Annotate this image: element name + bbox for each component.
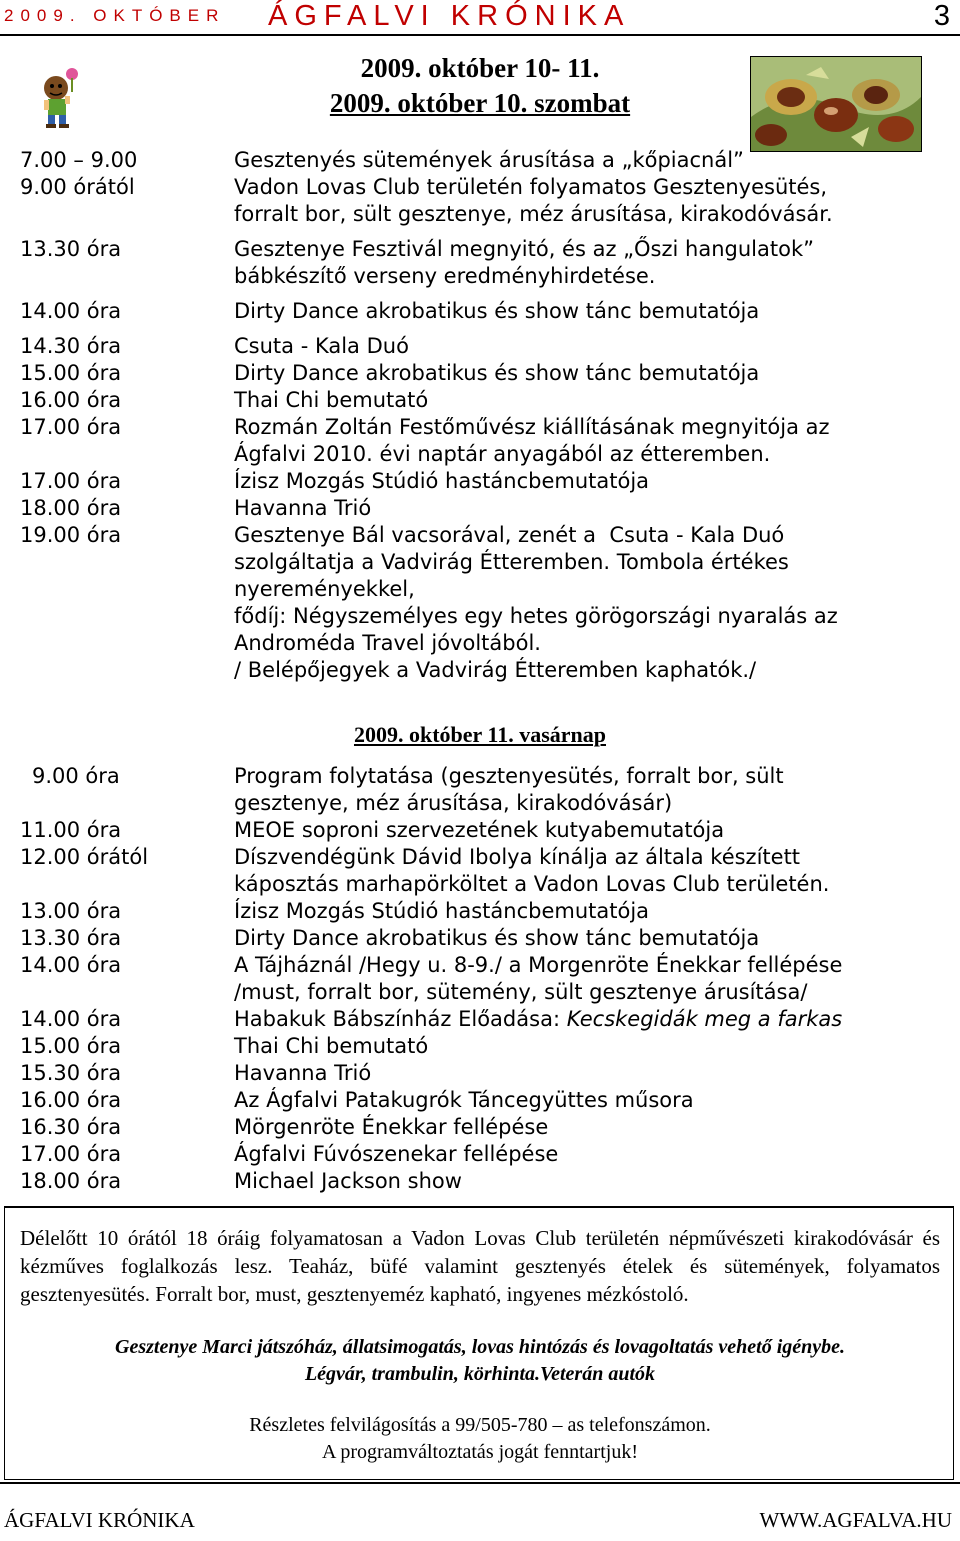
program-time: 17.00 óra — [20, 415, 122, 439]
program-desc: A Tájháznál /Hegy u. 8-9./ a Morgenröte Énekkar fellépése /must, forralt bor, sütemény, sült gesztenye árusítása/ — [234, 953, 843, 1004]
program-desc: Mörgenröte Énekkar fellépése — [234, 1115, 549, 1139]
program-desc: Gesztenyés sütemények árusítása a „kőpiacnál” — [234, 148, 744, 172]
program-time: 15.00 óra — [20, 1034, 122, 1058]
list-item — [0, 522, 960, 684]
contact-info: Részletes felvilágosítás a 99/505-780 – as telefonszámon. — [249, 1414, 711, 1436]
footer-highlight-1: Gesztenye Marci játszóház, állatsimogatás, lovas hintózás és lovagoltatás vehető igénybe. — [115, 1336, 845, 1358]
list-item — [0, 1006, 960, 1033]
list-item — [0, 495, 960, 522]
program-desc: Thai Chi bemutató — [234, 1034, 429, 1058]
list-item — [0, 298, 960, 325]
footer-highlight-2: Légvár, trambulin, körhinta.Veterán autók — [304, 1363, 656, 1385]
program-desc: Gesztenye Fesztivál megnyitó, és az „Őszi hangulatok” bábkészítő verseny eredményhirdetése. — [234, 237, 814, 288]
program-desc-text: Habakuk Bábszínház Előadása: — [234, 1007, 567, 1031]
program-time: 17.00 óra — [20, 1142, 122, 1166]
program-time: 17.00 óra — [20, 469, 122, 493]
program-time: 11.00 óra — [20, 818, 122, 842]
program-desc: Csuta - Kala Duó — [234, 334, 409, 358]
list-item — [0, 898, 960, 925]
program-desc: Program folytatása (gesztenyesütés, forralt bor, sült gesztenye, méz árusítása, kirakodóvásár) — [234, 764, 784, 815]
program-time: 16.00 óra — [20, 1088, 122, 1112]
program-desc: Gesztenye Bál vacsorával, zenét a Csuta - Kala Duó szolgáltatja a Vadvirág Étteremben. Tombola értékes nyereményekkel, fődíj: Négyszemélyes egy hetes görögországi nyaralás az Androméda Travel jóvoltából. / Belépőjegyek a Vadvirág Étteremben kaphatók./ — [234, 523, 838, 682]
event-dates: 2009. október 10- 11. — [360, 53, 600, 83]
program-time: 13.00 óra — [20, 899, 122, 923]
day1-schedule — [0, 147, 960, 684]
list-item — [0, 414, 960, 468]
program-time: 12.00 órától — [20, 845, 149, 869]
footer-publication: ÁGFALVI KRÓNIKA — [4, 1508, 195, 1532]
program-time: 9.00 órától — [20, 175, 135, 199]
list-item — [0, 236, 960, 290]
program-desc — [234, 1006, 924, 1033]
program-time: 9.00 óra — [32, 764, 120, 788]
program-title-italic: Kecskegidák meg a farkas — [566, 1007, 843, 1031]
program-time: 13.30 óra — [20, 926, 122, 950]
program-time: 14.30 óra — [20, 334, 122, 358]
day2-schedule — [0, 763, 960, 1195]
program-time: 15.00 óra — [20, 361, 122, 385]
page-number: 3 — [933, 0, 950, 32]
day1-heading: 2009. október 10. szombat — [329, 88, 631, 118]
program-desc: Rozmán Zoltán Festőművész kiállításának megnyitója az Ágfalvi 2010. évi naptár anyagából az étteremben. — [234, 415, 830, 466]
program-time: 18.00 óra — [20, 496, 122, 520]
program-time: 16.00 óra — [20, 388, 122, 412]
page-header — [0, 0, 960, 36]
list-item — [0, 763, 960, 817]
program-desc: Michael Jackson show — [234, 1169, 462, 1193]
header-title: ÁGFALVI KRÓNIKA — [268, 0, 631, 32]
list-item — [0, 1141, 960, 1168]
program-desc: Havanna Trió — [234, 496, 372, 520]
bottom-divider — [0, 1482, 960, 1484]
list-item — [0, 1114, 960, 1141]
program-desc: Díszvendégünk Dávid Ibolya kínálja az általa készített káposztás marhapörköltet a Vadon Lovas Club területén. — [234, 845, 830, 896]
program-desc: Ízisz Mozgás Stúdió hastáncbemutatója — [234, 899, 650, 923]
program-time: 7.00 – 9.00 — [20, 148, 138, 172]
program-desc: Dirty Dance akrobatikus és show tánc bemutatója — [234, 361, 760, 385]
program-time: 16.30 óra — [20, 1115, 122, 1139]
day2-heading: 2009. október 11. vasárnap — [353, 722, 606, 747]
list-item — [0, 1168, 960, 1195]
program-time: 15.30 óra — [20, 1061, 122, 1085]
program-time: 13.30 óra — [20, 237, 122, 261]
program-desc: Ízisz Mozgás Stúdió hastáncbemutatója — [234, 469, 650, 493]
list-item — [0, 174, 960, 228]
program-desc: Thai Chi bemutató — [234, 388, 429, 412]
list-item — [0, 952, 960, 1006]
list-item — [0, 1087, 960, 1114]
program-time: 18.00 óra — [20, 1169, 122, 1193]
program-time: 19.00 óra — [20, 523, 122, 547]
header-date: 2009. OKTÓBER — [4, 6, 226, 25]
program-time: 14.00 óra — [20, 1007, 122, 1031]
list-item — [0, 147, 960, 174]
list-item — [0, 925, 960, 952]
list-item — [0, 468, 960, 495]
program-time: 14.00 óra — [20, 953, 122, 977]
footer-paragraph: Délelőtt 10 órától 18 óráig folyamatosan a Vadon Lovas Club területén népművészeti kirakodóvásár és kézműves foglalkozás lesz. Teaház, büfé valamint gesztenyés ételek és sütemények, folyamatos gesztenyesütés. Forralt bor, must, gesztenyeméz kapható, ingyenes mézkóstoló. — [20, 1226, 940, 1306]
program-desc: Ágfalvi Fúvószenekar fellépése — [234, 1142, 559, 1166]
program-desc: Vadon Lovas Club területén folyamatos Gesztenyesütés, forralt bor, sült gesztenye, méz árusítása, kirakodóvásár. — [234, 175, 833, 226]
list-item — [0, 387, 960, 414]
list-item — [0, 1033, 960, 1060]
program-desc: MEOE soproni szervezetének kutyabemutatója — [234, 818, 725, 842]
program-desc: Dirty Dance akrobatikus és show tánc bemutatója — [234, 926, 760, 950]
list-item — [0, 817, 960, 844]
footer-website-link[interactable]: WWW.AGFALVA.HU — [759, 1508, 952, 1532]
program-desc: Havanna Trió — [234, 1061, 372, 1085]
program-desc: Az Ágfalvi Patakugrók Táncegyüttes műsora — [234, 1088, 694, 1112]
list-item — [0, 1060, 960, 1087]
program-time: 14.00 óra — [20, 299, 122, 323]
change-notice: A programváltoztatás jogát fenntartjuk! — [321, 1441, 638, 1463]
list-item — [0, 844, 960, 898]
list-item — [0, 333, 960, 360]
list-item — [0, 360, 960, 387]
program-desc: Dirty Dance akrobatikus és show tánc bemutatója — [234, 299, 760, 323]
